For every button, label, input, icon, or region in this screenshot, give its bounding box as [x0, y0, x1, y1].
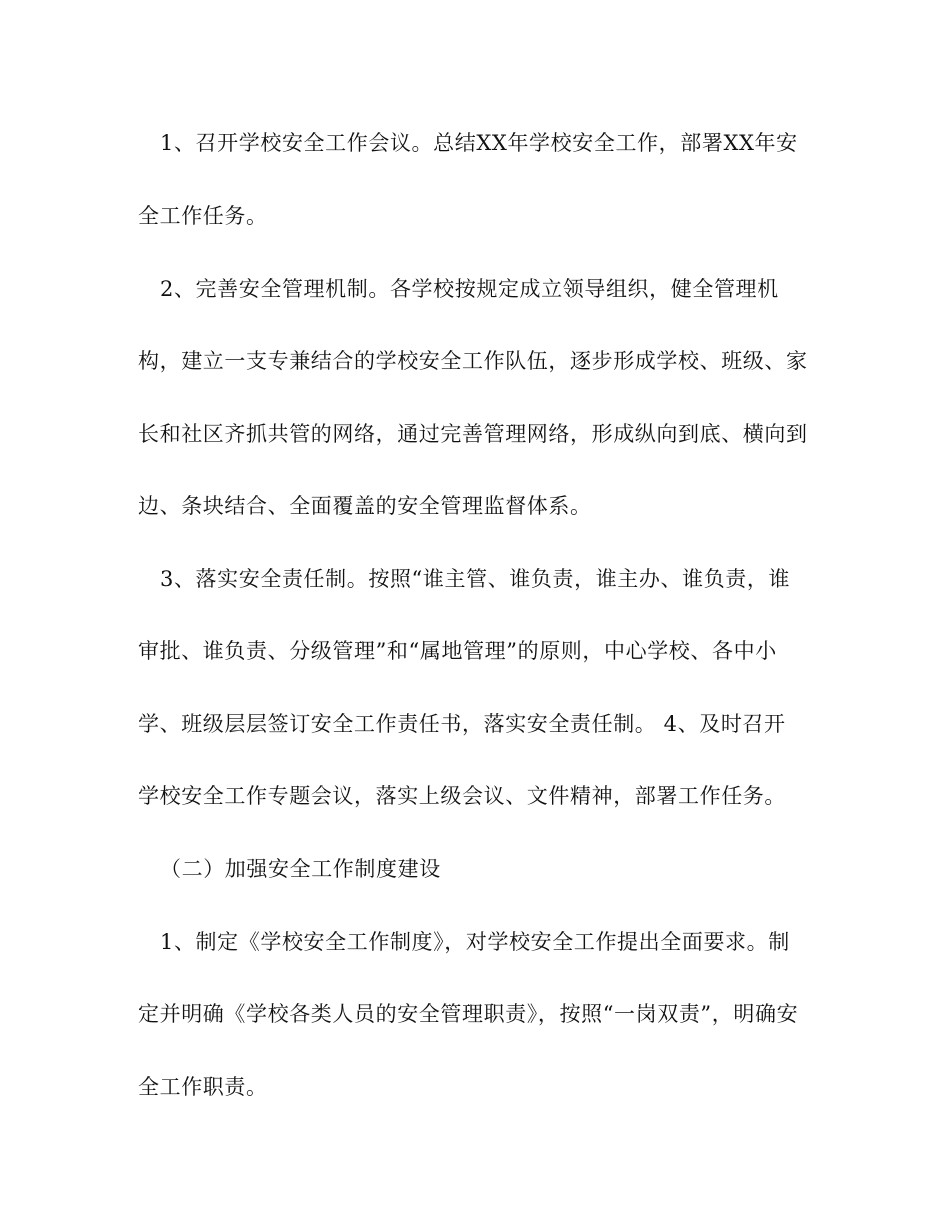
paragraph-line: 定并明确《学校各类人员的安全管理职责》，按照“一岗双责”，明确安: [138, 1002, 799, 1026]
paragraph-line: 全工作职责。: [138, 1075, 268, 1099]
paragraph-line: 构，建立一支专兼结合的学校安全工作队伍，逐步形成学校、班级、家: [138, 349, 808, 373]
paragraph-line: 长和社区齐抓共管的网络，通过完善管理网络，形成纵向到底、横向到: [138, 422, 808, 446]
section-heading: （二）加强安全工作制度建设: [160, 857, 441, 881]
paragraph-line: 审批、谁负责、分级管理”和“属地管理”的原则，中心学校、各中小: [138, 639, 777, 663]
paragraph-line: 1、召开学校安全工作会议。总结XX年学校安全工作，部署XX年安: [160, 131, 798, 155]
paragraph-line: 学校安全工作专题会议，落实上级会议、文件精神，部署工作任务。: [138, 784, 786, 808]
paragraph-line: 1、制定《学校安全工作制度》，对学校安全工作提出全面要求。制: [160, 930, 790, 954]
paragraph-line: 3、落实安全责任制。按照“谁主管、谁负责，谁主办、谁负责，谁: [160, 567, 791, 591]
paragraph-line: 边、条块结合、全面覆盖的安全管理监督体系。: [138, 494, 592, 518]
paragraph-line: 学、班级层层签订安全工作责任书，落实安全责任制。 4、及时召开: [138, 712, 786, 736]
paragraph-line: 全工作任务。: [138, 204, 268, 228]
paragraph-line: 2、完善安全管理机制。各学校按规定成立领导组织，健全管理机: [160, 277, 779, 301]
